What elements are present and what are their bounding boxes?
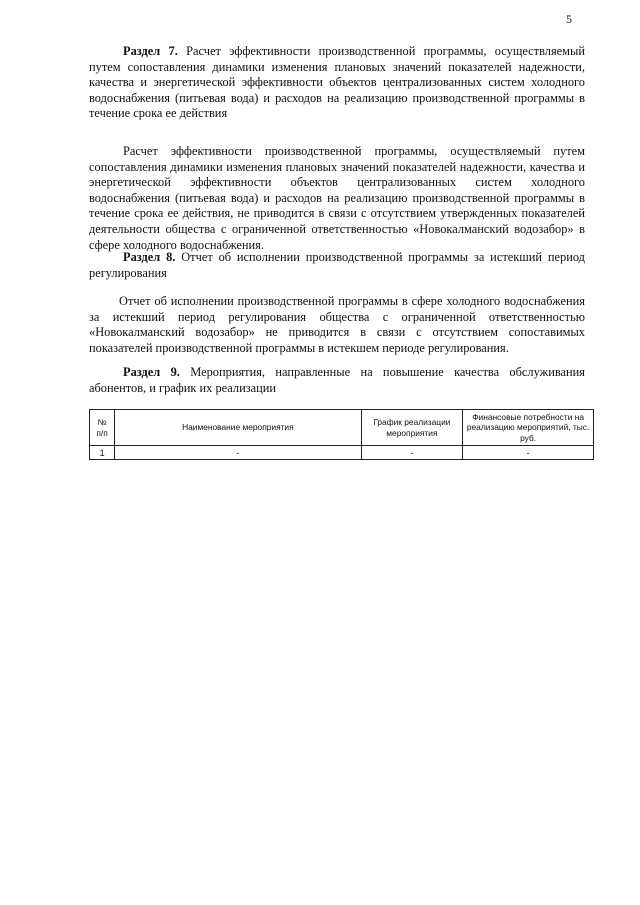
cell-finance: - — [463, 446, 594, 460]
header-num: № п/п — [90, 410, 115, 446]
page-number: 5 — [566, 12, 572, 26]
section-9-label: Раздел 9. — [123, 365, 180, 379]
table-row — [90, 446, 594, 460]
header-finance: Финансовые потребности на реализацию мероприятий, тыс. руб. — [463, 410, 594, 446]
cell-num: 1 — [90, 446, 115, 460]
header-schedule: График реализации мероприятия — [361, 410, 463, 446]
section-7-label: Раздел 7. — [123, 44, 178, 58]
header-name: Наименование мероприятия — [115, 410, 361, 446]
cell-name: - — [115, 446, 361, 460]
table-header-row — [90, 410, 594, 446]
section-7-body: Расчет эффективности производственной программы, осуществляемый путем сопоставления динамики изменения плановых значений показателей надежности, качества и энергетической эффективности объектов централизованных систем холодного водоснабжения (питьевая вода) и расходов на реализацию производственной программы в течение срока ее действия, не приводится в связи с отсутствием утвержденных показателей деятельности общества с ограниченной ответственностью «Новокалманский водозабор» в сфере холодного водоснабжения. — [89, 144, 585, 252]
section-8-label: Раздел 8. — [123, 250, 176, 264]
section-8-heading — [89, 250, 585, 281]
section-7-title: Расчет эффективности производственной программы, осуществляемый путем сопоставления динамики изменения плановых значений показателей надежности, качества и энергетической эффективности объектов централизованных систем холодного водоснабжения (питьевая вода) и расходов на реализацию производственной программы в течение срока ее действия — [89, 44, 585, 121]
section-7-heading — [89, 44, 585, 122]
cell-schedule: - — [361, 446, 463, 460]
events-table — [89, 409, 594, 460]
section-8-title: Отчет об исполнении производственной программы за истекший период регулирования — [89, 250, 585, 280]
section-9-title: Мероприятия, направленные на повышение качества обслуживания абонентов, и график их реализации — [89, 365, 585, 395]
section-8-body: Отчет об исполнении производственной программы в сфере холодного водоснабжения за истекший период регулирования общества с ограниченной ответственностью «Новокалманский водозабор» не приводится в связи с отсутствием сопоставимых показателей производственной программы в истекшем периоде регулирования. — [89, 294, 585, 355]
section-9-heading — [89, 365, 585, 396]
